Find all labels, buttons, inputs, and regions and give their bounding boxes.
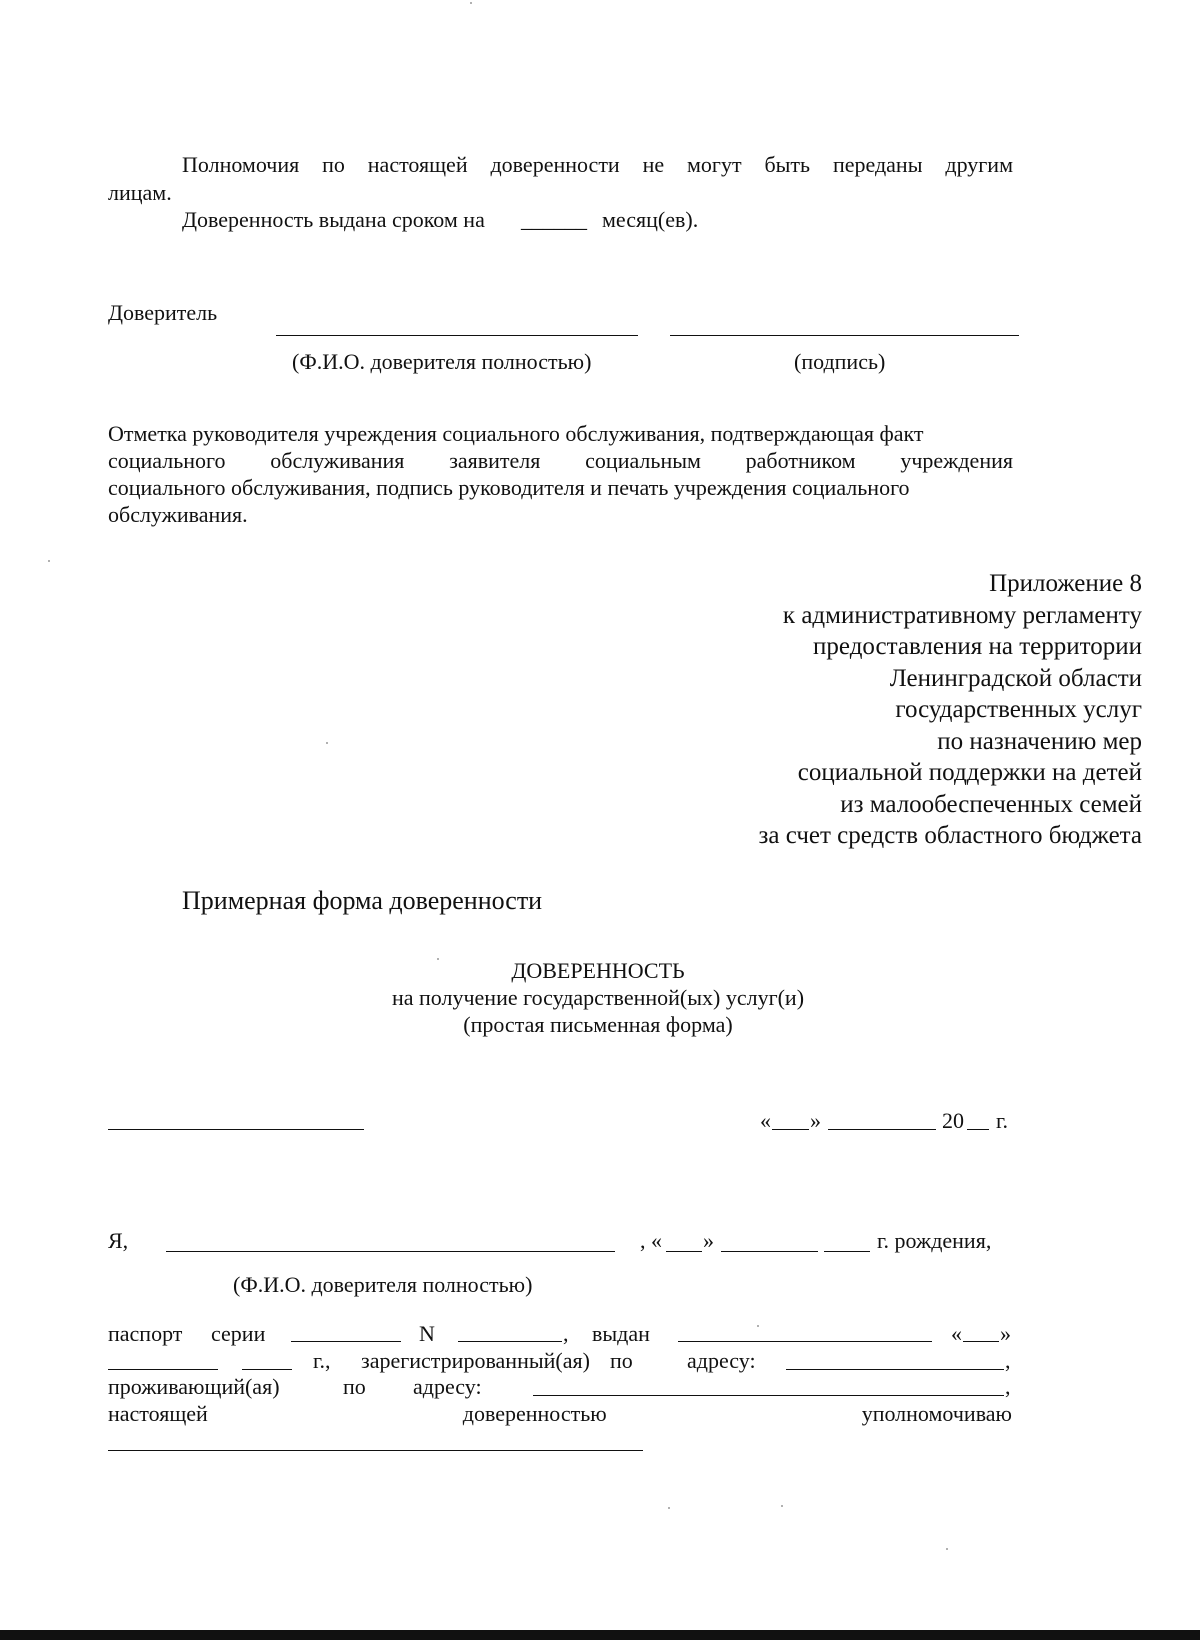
scan-speck	[946, 1548, 948, 1550]
scan-speck	[326, 742, 328, 744]
appendix-line: государственных услуг	[895, 696, 1142, 723]
grantor-signature-line[interactable]	[670, 335, 1019, 336]
no-transfer-line1: Полномочия по настоящей доверенности не могут быть переданы другим	[182, 152, 1013, 177]
passport-number-line[interactable]	[458, 1341, 562, 1342]
mark-line1: Отметка руководителя учреждения социального обслуживания, подтверждающая факт	[108, 421, 924, 446]
registered-address-line[interactable]	[786, 1369, 1004, 1370]
passport-number-label: N	[419, 1321, 435, 1346]
grantor-fio-caption: (Ф.И.О. доверителя полностью)	[292, 349, 592, 374]
appendix-line: социальной поддержки на детей	[797, 759, 1142, 786]
scan-speck	[781, 1505, 783, 1507]
mark-line4: обслуживания.	[108, 502, 248, 527]
year-suffix: г.,	[313, 1348, 331, 1373]
residing-address-label: адресу:	[413, 1374, 482, 1399]
attorney-name-line[interactable]	[108, 1450, 643, 1451]
date-year-line[interactable]	[967, 1129, 989, 1130]
scan-speck	[437, 958, 439, 960]
doc-form-type: (простая письменная форма)	[463, 1012, 733, 1037]
mark-word: работником	[745, 448, 856, 473]
scan-bottom-edge	[0, 1630, 1200, 1640]
doc-title: ДОВЕРЕННОСТЬ	[511, 958, 685, 983]
passport-label: паспорт	[108, 1321, 183, 1346]
date-open-quote: «	[760, 1108, 771, 1133]
body-fio-caption: (Ф.И.О. доверителя полностью)	[233, 1272, 533, 1297]
registered-label: зарегистрированный(ая)	[361, 1348, 590, 1373]
i-label: Я,	[108, 1228, 129, 1253]
mark-line2	[108, 447, 1013, 474]
issued-close-quote: »	[1000, 1321, 1011, 1346]
appendix-line: к административному регламенту	[782, 601, 1142, 629]
issued-day-line[interactable]	[963, 1341, 999, 1342]
appendix-line: Приложение 8	[989, 570, 1142, 597]
date-year-suffix: г.	[996, 1108, 1009, 1133]
mark-line3: социального обслуживания, подпись руководителя и печать учреждения социального	[108, 475, 910, 500]
residing-address-line[interactable]	[533, 1395, 1004, 1396]
birth-year-line[interactable]	[824, 1251, 870, 1252]
term-after: месяц(ев).	[602, 207, 699, 232]
mark-word: социального	[108, 448, 226, 473]
scan-speck	[668, 1507, 670, 1509]
authorize-word: доверенностью	[462, 1401, 607, 1426]
grantor-name-line[interactable]	[166, 1251, 615, 1252]
scan-speck	[48, 560, 50, 562]
birth-open-quote: , «	[640, 1228, 662, 1253]
date-month-line[interactable]	[828, 1129, 936, 1130]
series-label: серии	[211, 1321, 266, 1346]
date-close-quote: »	[810, 1108, 821, 1133]
birth-close-quote: »	[703, 1228, 714, 1253]
passport-comma: ,	[563, 1321, 569, 1346]
appendix-line: из малообеспеченных семей	[840, 790, 1142, 818]
residing-label: проживающий(ая)	[108, 1374, 280, 1399]
issued-month-line[interactable]	[108, 1369, 218, 1370]
no-transfer-line2: лицам.	[108, 180, 172, 205]
authorize-word: настоящей	[108, 1401, 208, 1426]
birth-day-line[interactable]	[666, 1251, 702, 1252]
authorize-word: уполномочиваю	[861, 1401, 1012, 1426]
residing-by: по	[343, 1374, 366, 1399]
sample-form-title: Примерная форма доверенности	[182, 886, 543, 915]
registered-by: по	[610, 1348, 633, 1373]
appendix-line: по назначению мер	[937, 727, 1142, 755]
authorize-line	[108, 1400, 1012, 1427]
appendix-line: Ленинградской области	[889, 664, 1142, 692]
grantor-label: Доверитель	[108, 300, 218, 325]
place-line[interactable]	[108, 1129, 364, 1130]
mark-word: обслуживания	[270, 448, 405, 473]
scan-speck	[757, 1325, 759, 1327]
date-day-line[interactable]	[772, 1129, 809, 1130]
mark-word: заявителя	[449, 448, 541, 473]
appendix-line: предоставления на территории	[813, 633, 1142, 660]
mark-word: социальным	[585, 448, 701, 473]
issued-label: выдан	[592, 1321, 650, 1346]
birth-suffix: г. рождения,	[877, 1228, 992, 1253]
doc-subtitle: на получение государственной(ых) услуг(и)	[391, 985, 805, 1010]
registered-comma: ,	[1005, 1348, 1011, 1373]
mark-word: учреждения	[900, 448, 1013, 473]
term-blank[interactable]: ______	[521, 207, 587, 232]
date-year-prefix: 20	[942, 1108, 964, 1133]
passport-series-line[interactable]	[291, 1341, 401, 1342]
issued-by-line[interactable]	[678, 1341, 932, 1342]
appendix-block	[759, 568, 1142, 852]
issued-year-line[interactable]	[242, 1369, 292, 1370]
grantor-fio-line[interactable]	[276, 335, 638, 336]
registered-address-label: адресу:	[687, 1348, 756, 1373]
term-before: Доверенность выдана сроком на	[182, 207, 485, 232]
appendix-line: за счет средств областного бюджета	[758, 822, 1142, 849]
birth-month-line[interactable]	[721, 1251, 818, 1252]
issued-open-quote: «	[951, 1321, 962, 1346]
grantor-signature-caption: (подпись)	[794, 349, 886, 374]
scan-speck	[470, 2, 472, 4]
residing-comma: ,	[1005, 1374, 1011, 1399]
